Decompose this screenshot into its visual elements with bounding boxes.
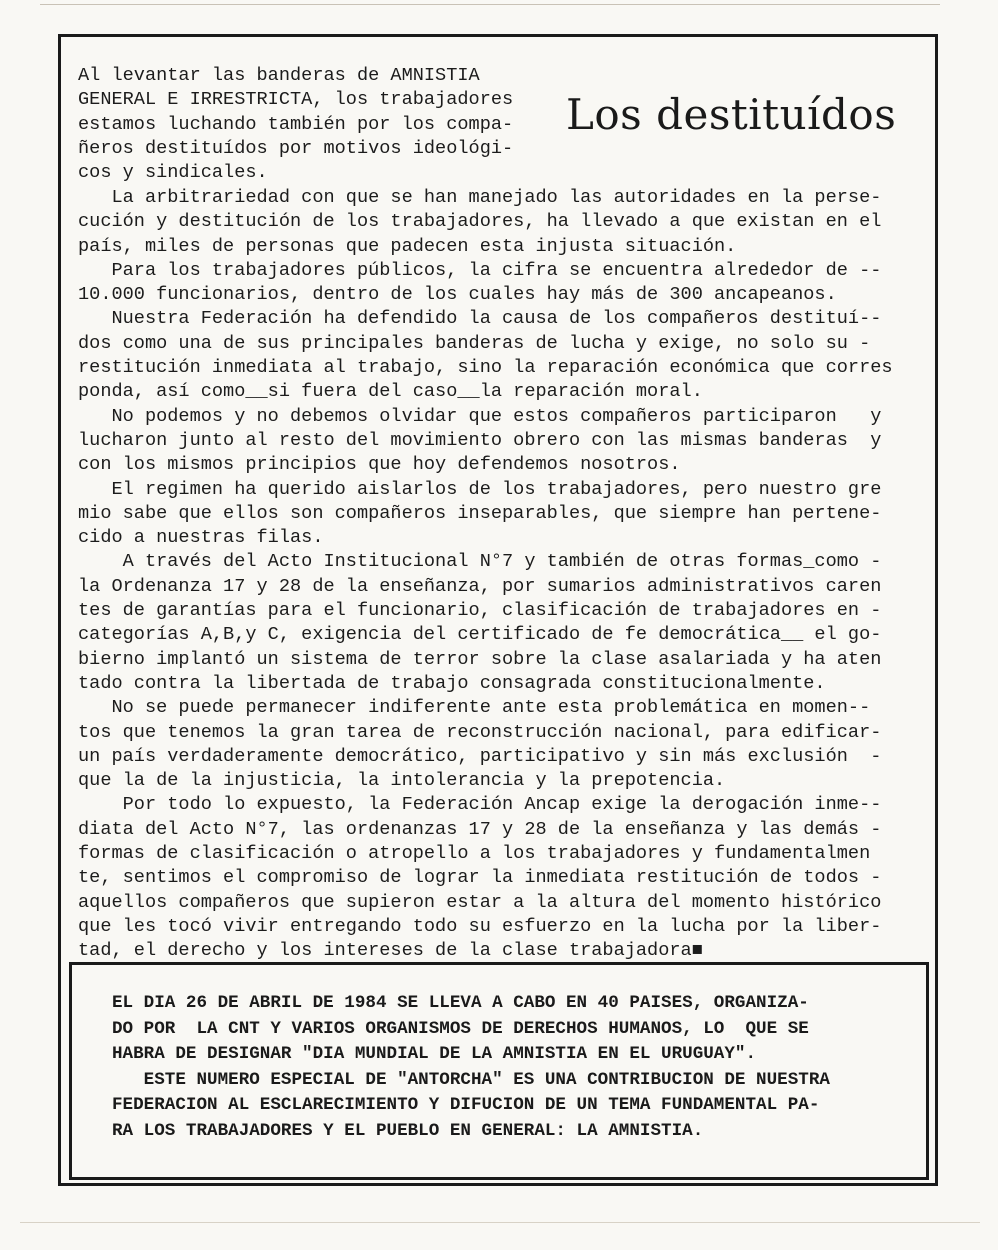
- article-intro: Al levantar las banderas de AMNISTIA GENERAL E IRRESTRICTA, los trabajadores estamos luchando también por los compa- ñeros destituídos por motivos ideológi- cos y sindicales.: [78, 65, 514, 184]
- page-top-edge: [40, 4, 940, 5]
- notice-box: [69, 962, 929, 1180]
- article-body: La arbitrariedad con que se han manejado las autoridades en la perse- cución y destitución de los trabajadores, ha llevado a que existan en el país, miles de personas que padecen esta injusta situación. Para los trabajadores públicos, la cifra se encuentra alrededor de -- 10.000 funcionarios, dentro de los cuales hay más de 300 ancapeanos. Nuestra Federación ha defendido la causa de los compañeros destituí-- dos como una de sus principales banderas de lucha y exige, no solo su - restitución inmediata al trabajo, sino la reparación económica que corres ponda, así como__si fuera del caso__la reparación moral. No podemos y no debemos olvidar que estos compañeros participaron y lucharon junto al resto del movimiento obrero con las mismas banderas y con los mismos principios que hoy defendemos nosotros. El regimen ha querido aislarlos de los trabajadores, pero nuestro gre mio sabe que ellos son compañeros inseparables, que siempre han pertene- cido a nuestras filas. A través del Acto Institucional N°7 y también de otras formas_como - la Ordenanza 17 y 28 de la enseñanza, por sumarios administrativos caren tes de garantías para el funcionario, clasificación de trabajadores en - categorías A,B,y C, exigencia del certificado de fe democrática__ el go- bierno implantó un sistema de terror sobre la clase asalariada y ha aten tado contra la libertada de trabajo consagrada constitucionalmente. No se puede permanecer indiferente ante esta problemática en momen-- tos que tenemos la gran tarea de reconstrucción nacional, para edificar- un país verdaderamente democrático, participativo y sin más exclusión - que la de la injusticia, la intolerancia y la prepotencia. Por todo lo expuesto, la Federación Ancap exige la derogación inme-- diata del Acto N°7, las ordenanzas 17 y 28 de la enseñanza y las demás - formas de clasificación o atropello a los trabajadores y fundamentalmen te, sentimos el compromiso de lograr la inmediata restitución de todos - aquellos compañeros que supieron estar a la altura del momento histórico que les tocó vivir entregando todo su esfuerzo en la lucha por la liber- tad, el derecho y los intereses de la clase trabajadora■: [78, 187, 893, 962]
- notice-text: EL DIA 26 DE ABRIL DE 1984 SE LLEVA A CABO EN 40 PAISES, ORGANIZA- DO POR LA CNT Y VARIOS ORGANISMOS DE DERECHOS HUMANOS, LO QUE SE HABRA DE DESIGNAR "DIA MUNDIAL DE LA AMNISTIA EN EL URUGUAY". ESTE NUMERO ESPECIAL DE "ANTORCHA" ES UNA CONTRIBUCION DE NUESTRA FEDERACION AL ESCLARECIMIENTO Y DIFUCION DE UN TEMA FUNDAMENTAL PA- RA LOS TRABAJADORES Y EL PUEBLO EN GENERAL: LA AMNISTIA.: [112, 993, 830, 1141]
- article-title: Los destituídos: [566, 90, 897, 139]
- page-bottom-edge: [20, 1222, 980, 1223]
